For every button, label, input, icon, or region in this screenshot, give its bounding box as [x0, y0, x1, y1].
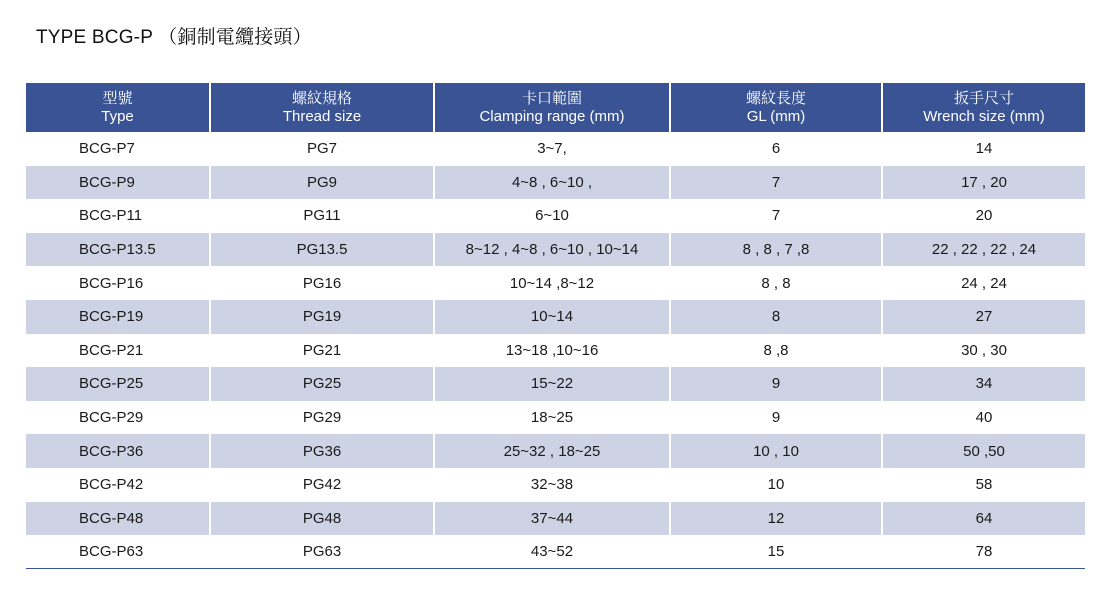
cell-thread-size: PG63 — [210, 535, 434, 569]
cell-clamping-range: 43~52 — [434, 535, 670, 569]
cell-type: BCG-P63 — [26, 535, 210, 569]
cell-thread-size: PG19 — [210, 300, 434, 334]
cell-wrench-size: 20 — [882, 199, 1085, 233]
cell-clamping-range: 10~14 — [434, 300, 670, 334]
cell-thread-size: PG21 — [210, 334, 434, 368]
table-bottom-rule — [26, 568, 1085, 569]
cell-wrench-size: 22 , 22 , 22 , 24 — [882, 233, 1085, 267]
cell-gl: 8 ,8 — [670, 334, 882, 368]
table-row — [26, 502, 1085, 536]
cell-wrench-size: 14 — [882, 132, 1085, 166]
cell-wrench-size: 78 — [882, 535, 1085, 569]
cell-gl: 9 — [670, 367, 882, 401]
table-row — [26, 132, 1085, 166]
cell-clamping-range: 6~10 — [434, 199, 670, 233]
cell-gl: 7 — [670, 166, 882, 200]
cell-type: BCG-P21 — [26, 334, 210, 368]
cell-type: BCG-P36 — [26, 434, 210, 468]
header-row — [26, 83, 1085, 132]
cell-thread-size: PG29 — [210, 401, 434, 435]
cell-gl: 8 , 8 , 7 ,8 — [670, 233, 882, 267]
cell-type: BCG-P42 — [26, 468, 210, 502]
cell-type: BCG-P48 — [26, 502, 210, 536]
cell-type: BCG-P16 — [26, 266, 210, 300]
cell-gl: 8 , 8 — [670, 266, 882, 300]
cell-gl: 10 , 10 — [670, 434, 882, 468]
cell-wrench-size: 40 — [882, 401, 1085, 435]
table-row — [26, 401, 1085, 435]
cell-gl: 6 — [670, 132, 882, 166]
cell-thread-size: PG42 — [210, 468, 434, 502]
cell-gl: 10 — [670, 468, 882, 502]
cell-thread-size: PG11 — [210, 199, 434, 233]
header-clamping-range: 卡口範圍 Clamping range (mm) — [434, 83, 670, 132]
cell-type: BCG-P13.5 — [26, 233, 210, 267]
cell-clamping-range: 4~8 , 6~10 , — [434, 166, 670, 200]
cell-type: BCG-P7 — [26, 132, 210, 166]
table-row — [26, 199, 1085, 233]
cell-type: BCG-P11 — [26, 199, 210, 233]
cell-clamping-range: 10~14 ,8~12 — [434, 266, 670, 300]
cell-wrench-size: 34 — [882, 367, 1085, 401]
cell-wrench-size: 24 , 24 — [882, 266, 1085, 300]
table-row — [26, 468, 1085, 502]
table-row — [26, 233, 1085, 267]
cell-thread-size: PG48 — [210, 502, 434, 536]
cell-thread-size: PG9 — [210, 166, 434, 200]
table-row — [26, 367, 1085, 401]
table-row — [26, 434, 1085, 468]
cell-gl: 12 — [670, 502, 882, 536]
cell-clamping-range: 13~18 ,10~16 — [434, 334, 670, 368]
header-wrench-size: 扳手尺寸 Wrench size (mm) — [882, 83, 1085, 132]
cell-clamping-range: 25~32 , 18~25 — [434, 434, 670, 468]
cell-clamping-range: 8~12 , 4~8 , 6~10 , 10~14 — [434, 233, 670, 267]
cell-type: BCG-P25 — [26, 367, 210, 401]
cell-thread-size: PG13.5 — [210, 233, 434, 267]
header-gl: 螺紋長度 GL (mm) — [670, 83, 882, 132]
table-row — [26, 535, 1085, 569]
cell-gl: 7 — [670, 199, 882, 233]
cell-clamping-range: 32~38 — [434, 468, 670, 502]
cell-gl: 15 — [670, 535, 882, 569]
table-row — [26, 300, 1085, 334]
cell-gl: 9 — [670, 401, 882, 435]
cell-thread-size: PG36 — [210, 434, 434, 468]
header-thread-size: 螺紋規格 Thread size — [210, 83, 434, 132]
cell-wrench-size: 58 — [882, 468, 1085, 502]
cell-wrench-size: 17 , 20 — [882, 166, 1085, 200]
cell-gl: 8 — [670, 300, 882, 334]
cell-wrench-size: 50 ,50 — [882, 434, 1085, 468]
table-body — [26, 132, 1085, 569]
cell-type: BCG-P9 — [26, 166, 210, 200]
header-type: 型號 Type — [26, 83, 210, 132]
cell-type: BCG-P29 — [26, 401, 210, 435]
cell-clamping-range: 15~22 — [434, 367, 670, 401]
cell-thread-size: PG7 — [210, 132, 434, 166]
spec-table-container — [26, 83, 1085, 569]
cell-wrench-size: 64 — [882, 502, 1085, 536]
table-row — [26, 266, 1085, 300]
page-title: TYPE BCG-P （銅制電纜接頭） — [36, 27, 312, 48]
cell-thread-size: PG16 — [210, 266, 434, 300]
cell-clamping-range: 3~7, — [434, 132, 670, 166]
cell-clamping-range: 37~44 — [434, 502, 670, 536]
cell-thread-size: PG25 — [210, 367, 434, 401]
cell-clamping-range: 18~25 — [434, 401, 670, 435]
cell-wrench-size: 30 , 30 — [882, 334, 1085, 368]
table-row — [26, 334, 1085, 368]
table-row — [26, 166, 1085, 200]
cell-type: BCG-P19 — [26, 300, 210, 334]
spec-table — [26, 83, 1085, 569]
cell-wrench-size: 27 — [882, 300, 1085, 334]
